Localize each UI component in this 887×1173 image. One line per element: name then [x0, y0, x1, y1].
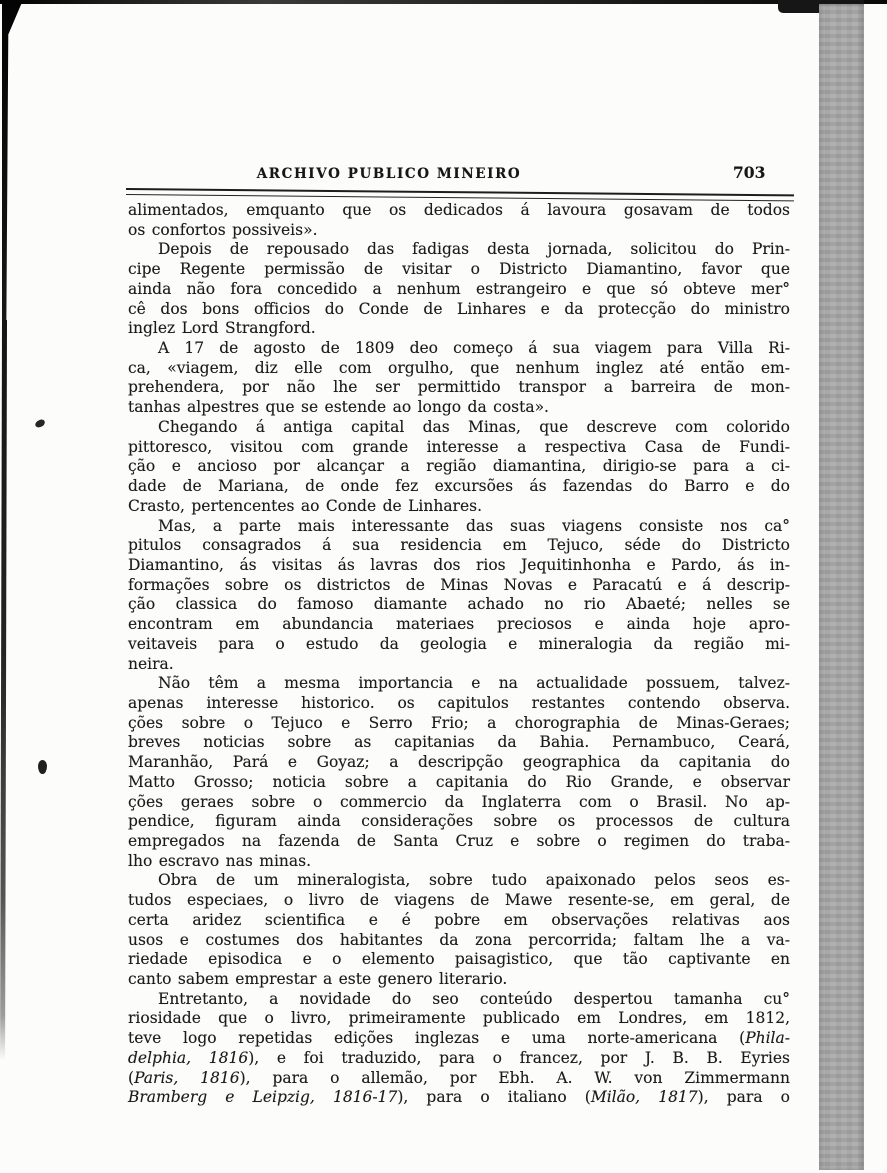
text-segment: formações sobre os districtos de Minas Novas e Paracatú e á descrip-	[128, 575, 790, 594]
text-segment: ), para o italiano (	[397, 1088, 591, 1107]
text-line	[128, 517, 790, 537]
text-line	[128, 576, 790, 596]
text-line	[128, 398, 790, 418]
text-segment: apenas interesse historico. os capitulos restantes contendo observa.	[128, 693, 790, 712]
paragraph	[128, 871, 790, 989]
text-line	[128, 753, 790, 773]
text-line	[128, 595, 790, 615]
text-segment: tanhas alpestres que se estende ao longo da costa».	[128, 398, 549, 417]
text-line	[128, 674, 790, 694]
text-line	[128, 1088, 790, 1108]
margin-ink-smudge	[38, 760, 47, 774]
text-line	[128, 319, 790, 339]
text-segment: Depois de repousado das fadigas desta jornada, solicitou do Prin-	[158, 240, 790, 259]
text-line	[128, 694, 790, 714]
text-line	[128, 871, 790, 891]
text-line	[128, 615, 790, 635]
margin-ink-smudge	[34, 419, 46, 429]
text-segment: encontram em abundancia materiaes preciosos e ainda hoje apro-	[128, 615, 790, 634]
text-segment: pittoresco, visitou com grande interesse a respectiva Casa de Fundi-	[128, 437, 790, 456]
italic-text-segment: Milão, 1817	[590, 1088, 698, 1107]
text-segment: ), para o	[697, 1088, 790, 1107]
text-segment: pendice, figuram ainda considerações sobre os processos de cultura	[128, 812, 790, 831]
text-line	[128, 280, 790, 300]
text-segment: veitaveis para o estudo da geologia e mineralogia da região mi-	[128, 634, 790, 653]
text-segment: os confortos possiveis».	[128, 220, 318, 239]
text-segment: pitulos consagrados á sua residencia em Tejuco, séde do Districto	[128, 536, 790, 555]
paragraph	[128, 240, 790, 339]
text-line	[128, 832, 790, 852]
text-segment: canto sabem emprestar a este genero literario.	[128, 970, 508, 989]
text-line	[128, 497, 790, 517]
text-line	[128, 1029, 790, 1049]
text-segment: alimentados, emquanto que os dedicados á lavoura gosavam de todos	[128, 201, 790, 219]
text-segment: Maranhão, Pará e Goyaz; a descripção geographica da capitania do	[128, 753, 790, 772]
text-segment: Chegando á antiga capital das Minas, que descreve com colorido	[158, 417, 790, 436]
italic-text-segment: Bramberg e Leipzig, 1816-17	[128, 1088, 398, 1107]
text-line	[128, 300, 790, 320]
text-segment: cipe Regente permissão de visitar o Districto Diamantino, favor que	[128, 260, 790, 279]
text-segment: ), para o allemão, por Ebh. A. W. von Zimmermann	[239, 1068, 790, 1087]
text-segment: breves noticias sobre as capitanias da Bahia. Pernambuco, Ceará,	[128, 733, 790, 752]
header-rule	[126, 188, 794, 201]
paragraph	[128, 517, 790, 675]
text-line	[128, 556, 790, 576]
text-line	[128, 457, 790, 477]
text-line	[128, 852, 790, 872]
text-segment: ções sobre o Tejuco e Serro Frio; a chorographia de Minas-Geraes;	[128, 713, 790, 732]
text-segment: Não têm a mesma importancia e na actualidade possuem, talvez-	[158, 674, 790, 693]
text-segment: teve logo repetidas edições inglezas e uma norte-americana (	[128, 1029, 746, 1048]
text-segment: inglez Lord Strangford.	[128, 319, 316, 338]
text-segment: Crasto, pertencentes ao Conde de Linhares.	[128, 496, 483, 515]
text-segment: cê dos bons officios do Conde de Linhares e da protecção do ministro	[128, 299, 790, 318]
text-segment: ções geraes sobre o commercio da Inglaterra com o Brasil. No ap-	[128, 792, 790, 811]
text-line	[128, 260, 790, 280]
text-line	[128, 240, 790, 260]
italic-text-segment: Paris, 1816	[134, 1068, 240, 1087]
italic-text-segment: Phila-	[745, 1029, 790, 1048]
text-segment: lho escravo nas minas.	[128, 851, 312, 870]
text-segment: empregados na fazenda de Santa Cruz e sobre o regimen do traba-	[128, 832, 790, 850]
running-title: ARCHIVO PUBLICO MINEIRO	[256, 166, 522, 182]
text-segment: prehendera, por não lhe ser permittido transpor a barreira de mon-	[128, 378, 790, 397]
text-line	[128, 359, 790, 379]
text-segment: Matto Grosso; noticia sobre a capitania do Rio Grande, e observar	[128, 772, 790, 791]
text-line	[128, 339, 790, 359]
text-line	[128, 477, 790, 497]
text-segment: neira.	[128, 654, 174, 673]
text-segment: (	[128, 1068, 135, 1087]
scan-left-binding-shadow	[2, 0, 23, 345]
scan-left-binding-line	[0, 320, 7, 1060]
text-segment: tudos especiaes, o livro de viagens de Mawe resente-se, em geral, de	[128, 891, 790, 910]
text-segment: riedade episodica e o elemento paisagistico, que tão captivante en	[128, 950, 790, 969]
scan-top-edge-shadow	[0, 0, 887, 4]
text-segment: Diamantino, ás visitas ás lavras dos rios Jequitinhonha e Pardo, ás in-	[128, 555, 790, 574]
text-line	[128, 970, 790, 990]
text-line	[128, 1009, 790, 1029]
text-segment: A 17 de agosto de 1809 deo começo á sua viagem para Villa Ri-	[158, 339, 790, 358]
text-segment: usos e costumes dos habitantes da zona percorrida; faltam lhe a va-	[128, 930, 790, 949]
text-line	[128, 733, 790, 753]
text-line	[128, 891, 790, 911]
text-line	[128, 931, 790, 951]
text-segment: Obra de um mineralogista, sobre tudo apaixonado pelos seos es-	[158, 871, 790, 890]
text-line	[128, 1069, 790, 1089]
text-line	[128, 418, 790, 438]
book-fore-edge-strip	[819, 4, 864, 1170]
text-segment: ção classica do famoso diamante achado no rio Abaeté; nelles se	[128, 595, 790, 614]
text-segment: certa aridez scientifica e é pobre em observações relativas aos	[128, 910, 790, 929]
text-segment: ainda não fora concedido a nenhum estrangeiro e que só obteve mer°	[128, 279, 790, 298]
text-line	[128, 635, 790, 655]
paragraph	[128, 990, 790, 1108]
page-number: 703	[733, 163, 766, 182]
text-segment: dade de Mariana, de onde fez excursões ás fazendas do Barro e do	[128, 477, 790, 496]
text-line	[128, 536, 790, 556]
text-line	[128, 950, 790, 970]
text-line	[128, 793, 790, 813]
text-line	[128, 378, 790, 398]
text-segment: ca, «viagem, diz elle com orgulho, que nenhum inglez até então em-	[128, 358, 790, 377]
text-segment: riosidade que o livro, primeiramente publicado em Londres, em 1812,	[128, 1009, 790, 1028]
text-line	[128, 812, 790, 832]
text-line	[128, 438, 790, 458]
paragraph	[128, 339, 790, 418]
paragraph	[128, 674, 790, 871]
text-line	[128, 221, 790, 241]
paragraph	[128, 418, 790, 517]
text-line	[128, 773, 790, 793]
italic-text-segment: delphia, 1816	[128, 1048, 249, 1067]
text-line	[128, 1049, 790, 1069]
body-text	[128, 201, 790, 1108]
paragraph	[128, 201, 790, 240]
text-line	[128, 990, 790, 1010]
text-line	[128, 911, 790, 931]
text-segment: Mas, a parte mais interessante das suas viagens consiste nos ca°	[158, 516, 790, 535]
text-segment: ), e foi traduzido, para o francez, por J. B. B. Eyries	[248, 1048, 790, 1067]
text-segment: Entretanto, a novidade do seo conteúdo despertou tamanha cu°	[158, 989, 790, 1008]
text-segment: ção e ancioso por alcançar a região diamantina, dirigio-se para a ci-	[128, 457, 790, 476]
text-line	[128, 655, 790, 675]
text-line	[128, 201, 790, 221]
text-line	[128, 714, 790, 734]
